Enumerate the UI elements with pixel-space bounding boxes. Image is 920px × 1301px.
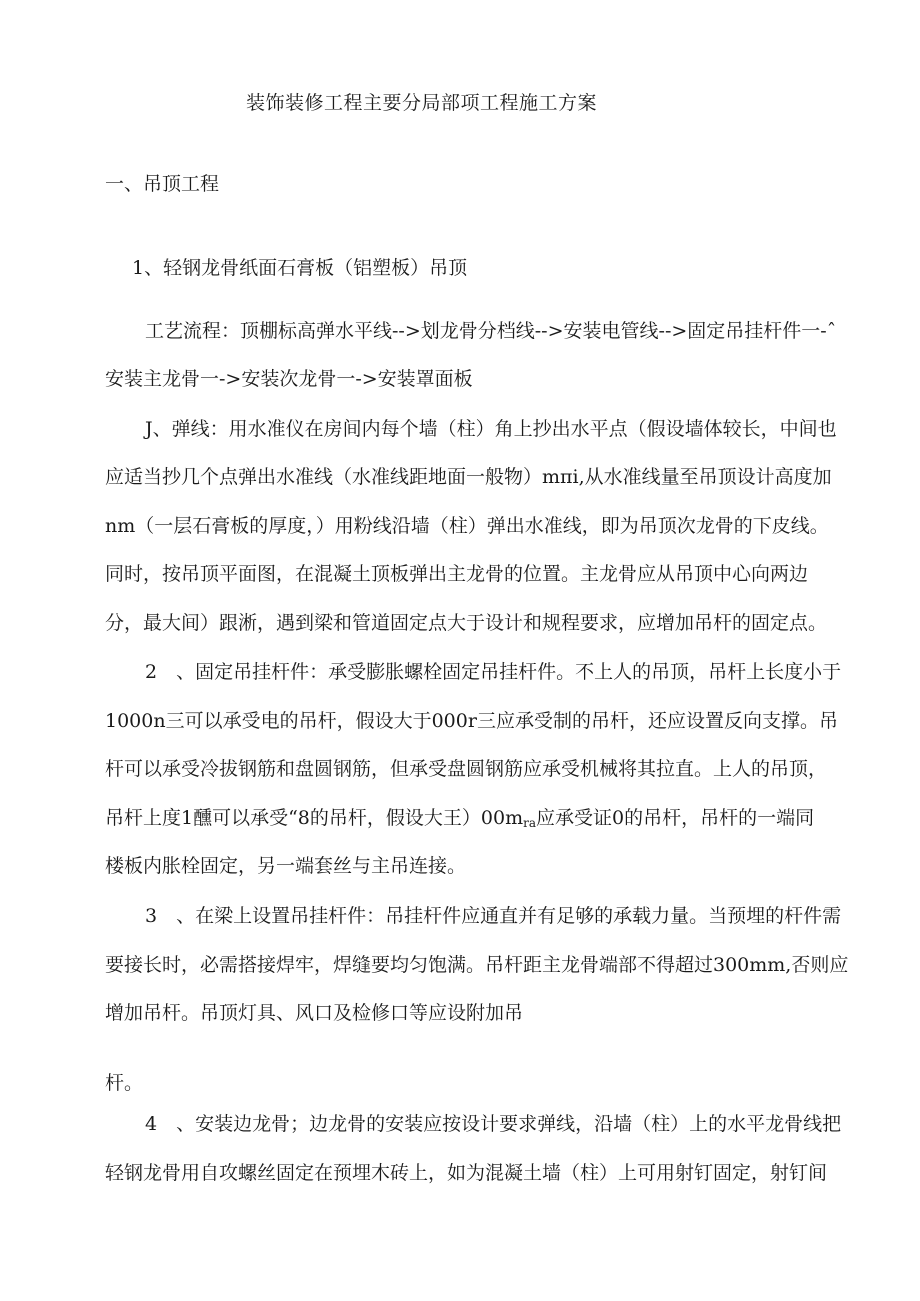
paragraph-line: 应适当抄几个点弹出水准线（水准线距地面一般物）mπi,从水准线量至吊顶设计高度加 <box>105 466 832 488</box>
paragraph-line: 轻钢龙骨用自攻螺丝固定在预埋木砖上，如为混凝土墙（柱）上可用射钉固定，射钉间 <box>105 1162 828 1184</box>
section-heading: 一、吊顶工程 <box>105 173 220 195</box>
paragraph-line: 工艺流程：顶棚标高弹水平线-->划龙骨分档线-->安装电管线-->固定吊挂杆件一-ˆ <box>145 320 837 342</box>
paragraph-line: nm（一层石膏板的厚度，）用粉线沿墙（柱）弹出水准线，即为吊顶次龙骨的下皮线。 <box>105 515 829 537</box>
paragraph-line: 分，最大间）跟淅，遇到梁和管道固定点大于设计和规程要求，应增加吊杆的固定点。 <box>105 612 828 634</box>
paragraph-line: 安装主龙骨一->安装次龙骨一->安装罩面板 <box>105 368 473 390</box>
line-text: 吊杆上度1醺可以承受“8的吊杆，假设大王）00m <box>105 807 524 829</box>
line-text-tail: 应承受证0的吊杆，吊杆的一端同 <box>535 807 815 829</box>
paragraph-line: 杆可以承受冷拔钢筋和盘圆钢筋，但承受盘圆钢筋应承受机械将其拉直。上人的吊顶， <box>105 758 828 780</box>
paragraph-line: 增加吊杆。吊顶灯具、风口及检修口等应设附加吊 <box>105 1002 524 1024</box>
paragraph-line: 1000n三可以承受电的吊杆，假设大于000r三应承受制的吊杆，还应设置反向支撑。吊 <box>105 710 838 732</box>
subsection-heading: 1、轻钢龙骨纸面石膏板（铝塑板）吊顶 <box>132 257 468 279</box>
paragraph-line-with-subscript <box>105 809 814 829</box>
paragraph-line: 4 、安装边龙骨；边龙骨的安装应按设计要求弹线，沿墙（柱）上的水平龙骨线把 <box>145 1113 842 1135</box>
paragraph-line: 要接长时，必需搭接焊牢，焊缝要均匀饱满。吊杆距主龙骨端部不得超过300mm,否则应 <box>105 954 849 976</box>
paragraph-line: 杆。 <box>105 1072 144 1094</box>
paragraph-line: J、弹线：用水准仪在房间内每个墙（柱）角上抄出水平点（假设墙体较长，中间也 <box>145 418 837 440</box>
subscript-text: ra <box>523 816 536 830</box>
paragraph-line: 2 、固定吊挂杆件：承受膨胀螺栓固定吊挂杆件。不上人的吊顶，吊杆上长度小于 <box>145 661 842 683</box>
document-title: 装饰装修工程主要分局部项工程施工方案 <box>246 92 598 114</box>
paragraph-line: 同时，按吊顶平面图，在混凝土顶板弹出主龙骨的位置。主龙骨应从吊顶中心向两边 <box>105 563 809 585</box>
paragraph-line: 楼板内胀栓固定，另一端套丝与主吊连接。 <box>105 855 467 877</box>
paragraph-line: 3 、在梁上设置吊挂杆件：吊挂杆件应通直并有足够的承载力量。当预埋的杆件需 <box>145 905 842 927</box>
